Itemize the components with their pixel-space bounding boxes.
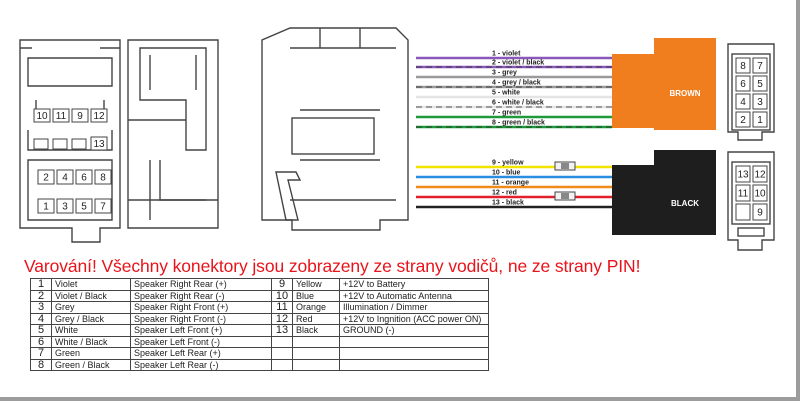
wire-label: 3 - grey <box>492 69 517 77</box>
function-cell: +12V to Battery <box>340 279 489 291</box>
empty-cell <box>340 336 489 348</box>
pin-cell: 8 <box>31 359 52 371</box>
right-top-connector-pins <box>736 58 767 127</box>
function-cell: Speaker Left Rear (+) <box>131 348 272 360</box>
left-pin-4 <box>57 170 73 184</box>
wire-9 <box>416 160 612 168</box>
black-connector <box>612 150 716 235</box>
empty-cell <box>272 348 293 360</box>
function-cell: Speaker Left Rear (-) <box>131 359 272 371</box>
left-pin-7 <box>95 199 111 213</box>
left-pin-11 <box>53 109 69 122</box>
table-row <box>31 359 489 371</box>
function-cell: Speaker Left Front (-) <box>131 336 272 348</box>
color-cell: Green / Black <box>52 359 131 371</box>
wire-label: 8 - green / black <box>492 119 545 127</box>
left-pin-10 <box>34 109 50 122</box>
left-pin-2 <box>38 170 54 184</box>
pin-number: 9 <box>77 111 83 122</box>
pin-number: 7 <box>757 61 763 72</box>
color-cell: Grey / Black <box>52 313 131 325</box>
wire-label: 13 - black <box>492 199 524 207</box>
wire-1 <box>416 51 612 59</box>
function-cell: +12V to Automatic Antenna <box>340 290 489 302</box>
pin-cell: 7 <box>31 348 52 360</box>
pin-number: 3 <box>757 97 763 108</box>
table-row <box>31 302 489 314</box>
left-pin-1 <box>38 199 54 213</box>
radio-housing-outline <box>262 28 408 230</box>
empty-cell <box>293 348 340 360</box>
function-cell: Speaker Right Front (+) <box>131 302 272 314</box>
pin-number: 13 <box>737 169 749 181</box>
wire-8 <box>416 120 612 128</box>
function-cell: +12V to Ingnition (ACC power ON) <box>340 313 489 325</box>
color-cell: Black <box>293 325 340 337</box>
brown-connector-label: BROWN <box>669 89 701 98</box>
left-connector-pins <box>34 109 111 213</box>
empty-cell <box>272 336 293 348</box>
wire-2 <box>416 60 612 68</box>
table-row <box>31 279 489 291</box>
empty-cell <box>340 348 489 360</box>
pin-number: 11 <box>55 111 67 122</box>
pin-cell: 6 <box>31 336 52 348</box>
pin-cell: 13 <box>272 325 293 337</box>
empty-cell <box>340 359 489 371</box>
pin-cell: 2 <box>31 290 52 302</box>
brown-connector <box>612 38 716 130</box>
color-cell: Violet / Black <box>52 290 131 302</box>
table-row <box>31 325 489 337</box>
function-cell: Speaker Right Front (-) <box>131 313 272 325</box>
wire-label: 6 - white / black <box>492 99 544 107</box>
function-cell: Speaker Right Rear (+) <box>131 279 272 291</box>
color-cell: Green <box>52 348 131 360</box>
pin-number: 4 <box>62 172 68 184</box>
table-row <box>31 290 489 302</box>
color-cell: Yellow <box>293 279 340 291</box>
pin-number: 2 <box>43 172 49 184</box>
pin-cell: 3 <box>31 302 52 314</box>
pin-number: 1 <box>757 115 763 126</box>
color-cell: Violet <box>52 279 131 291</box>
pin-number: 12 <box>93 111 105 122</box>
pin-number: 9 <box>757 207 763 219</box>
pin-number: 3 <box>62 201 68 213</box>
wire-11 <box>416 180 612 188</box>
black-connector-label: BLACK <box>671 199 699 208</box>
function-cell: Illumination / Dimmer <box>340 302 489 314</box>
wire-label: 9 - yellow <box>492 159 524 167</box>
wire-3 <box>416 70 612 78</box>
pin-assignment-table <box>30 278 489 371</box>
wire-bundle <box>416 51 612 208</box>
wire-label: 2 - violet / black <box>492 59 545 67</box>
wire-label: 1 - violet <box>492 50 521 58</box>
pin-cell: 11 <box>272 302 293 314</box>
empty-cell <box>293 336 340 348</box>
wire-5 <box>416 90 612 98</box>
pin-cell: 1 <box>31 279 52 291</box>
pin-number: 2 <box>740 115 746 126</box>
table-row <box>31 336 489 348</box>
empty-cell <box>272 359 293 371</box>
color-cell: Red <box>293 313 340 325</box>
pin-cell: 12 <box>272 313 293 325</box>
pin-number: 7 <box>100 201 106 213</box>
wire-label: 7 - green <box>492 109 522 117</box>
color-cell: White / Black <box>52 336 131 348</box>
pin-cell: 10 <box>272 290 293 302</box>
pin-cell: 9 <box>272 279 293 291</box>
wire-4 <box>416 80 612 88</box>
function-cell: Speaker Right Rear (-) <box>131 290 272 302</box>
color-cell: Orange <box>293 302 340 314</box>
pin-number: 11 <box>737 188 749 200</box>
pin-cell: 4 <box>31 313 52 325</box>
left-pin-6 <box>76 170 92 184</box>
pin-number: 6 <box>740 79 746 90</box>
color-cell: White <box>52 325 131 337</box>
wire-6 <box>416 100 612 108</box>
fuse-icon <box>555 162 575 170</box>
right-bottom-connector-pins <box>736 166 767 220</box>
wire-12 <box>416 190 612 198</box>
left-pin-8 <box>95 170 111 184</box>
table-row <box>31 313 489 325</box>
left-pin-3 <box>57 199 73 213</box>
pin-number: 6 <box>81 172 87 184</box>
pin-number: 8 <box>100 172 106 184</box>
function-cell: GROUND (-) <box>340 325 489 337</box>
function-cell: Speaker Left Front (+) <box>131 325 272 337</box>
table-row <box>31 348 489 360</box>
pin-number: 13 <box>93 139 105 150</box>
left-pin-12 <box>91 109 107 122</box>
pin-number: 12 <box>754 169 766 181</box>
pin-number: 5 <box>757 79 763 90</box>
pin-number: 10 <box>36 111 48 122</box>
left-pin-9 <box>72 109 88 122</box>
wire-label: 11 - orange <box>492 179 529 187</box>
wire-10 <box>416 170 612 178</box>
pin-number: 1 <box>43 201 49 213</box>
left-pin-13 <box>91 137 107 150</box>
left-pin-5 <box>76 199 92 213</box>
pin-number: 8 <box>740 61 746 72</box>
color-cell: Blue <box>293 290 340 302</box>
wire-label: 10 - blue <box>492 169 521 177</box>
pin-cell: 5 <box>31 325 52 337</box>
wire-label: 4 - grey / black <box>492 79 541 87</box>
wire-7 <box>416 110 612 118</box>
wire-label: 5 - white <box>492 89 521 97</box>
fuse-icon <box>555 192 575 200</box>
pin-number: 4 <box>740 97 746 108</box>
color-cell: Grey <box>52 302 131 314</box>
empty-cell <box>293 359 340 371</box>
warning-text: Varování! Všechny konektory jsou zobrazeny ze strany vodičů, ne ze strany PIN! <box>24 256 641 276</box>
wire-13 <box>416 200 612 208</box>
wire-label: 12 - red <box>492 189 517 197</box>
pin-number: 10 <box>754 188 766 200</box>
pin-number: 5 <box>81 201 87 213</box>
